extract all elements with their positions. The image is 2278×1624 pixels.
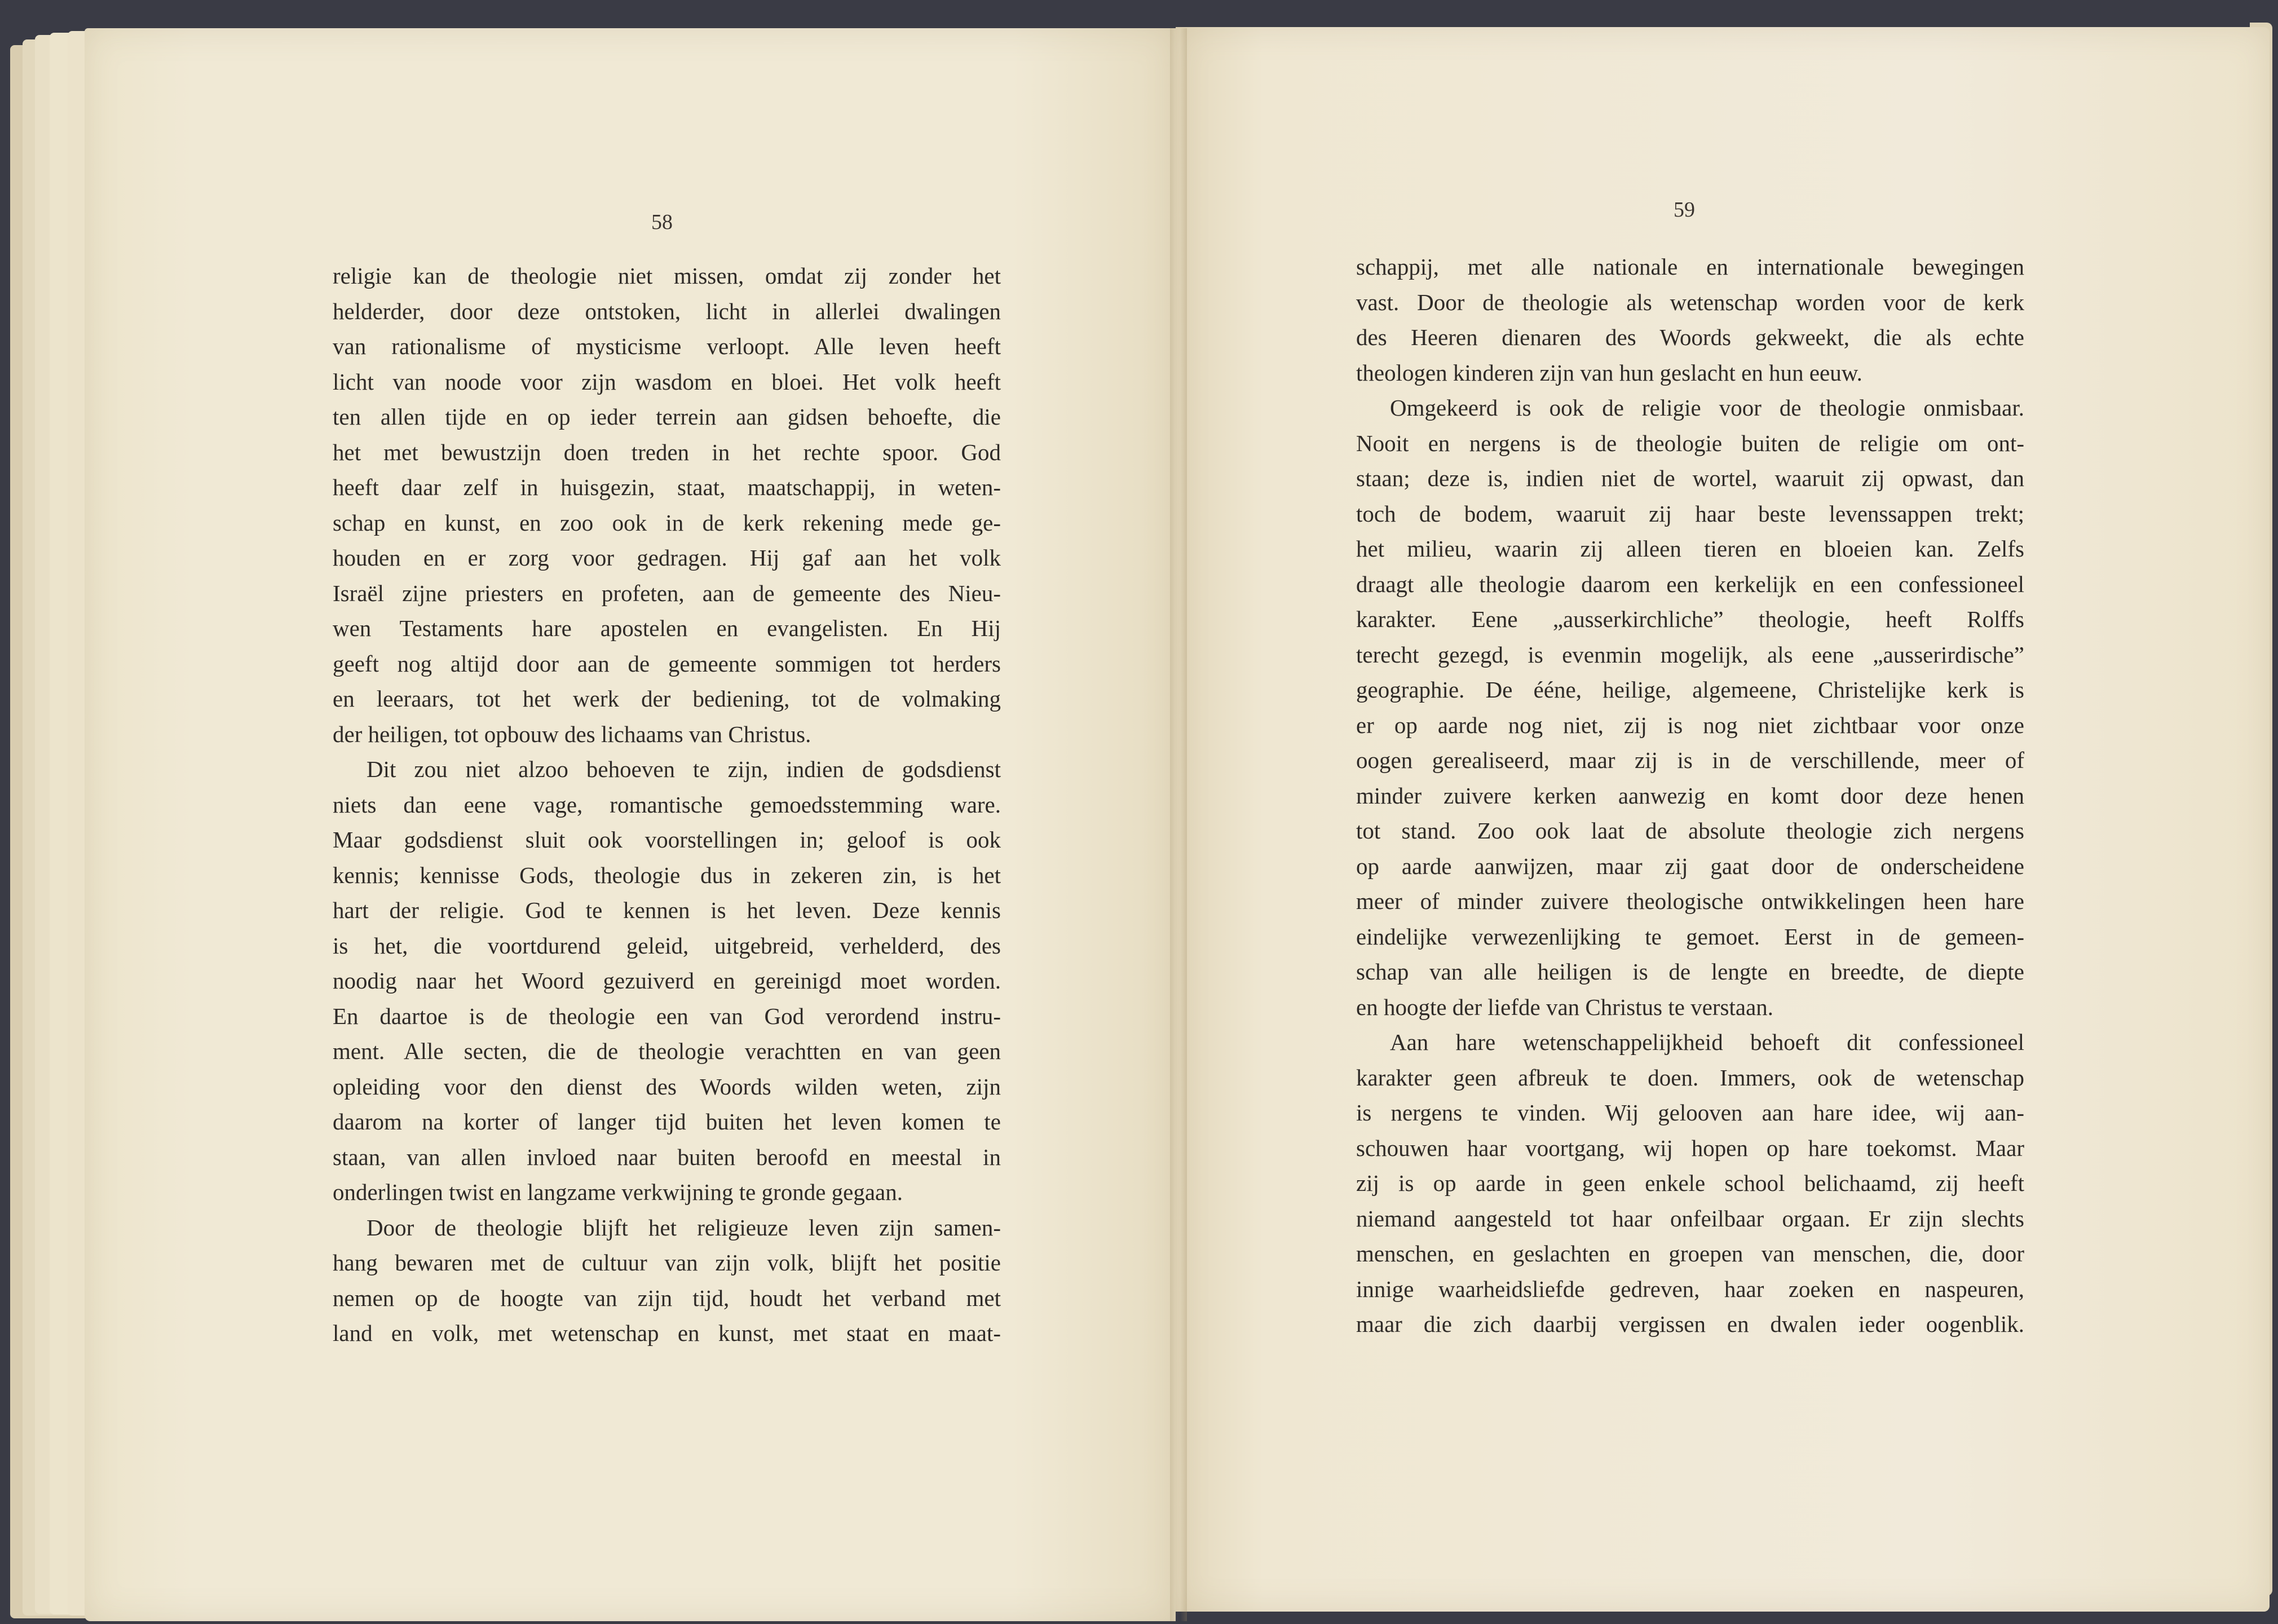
right-page-number: 59 (1674, 198, 1695, 222)
right-page-text (1356, 249, 2024, 1342)
text-line: religie kan de theologie niet missen, omdat zij zonder het (333, 263, 1001, 289)
text-line: Nooit en nergens is de theologie buiten de religie om ont- (1356, 430, 2024, 456)
text-line: Aan hare wetenschappelijkheid behoeft dit confessioneel (1390, 1029, 2024, 1055)
text-line: onderlingen twist en langzame verkwijning te gronde gegaan. (333, 1179, 903, 1205)
text-line: maar die zich daarbij vergissen en dwalen ieder oogenblik. (1356, 1311, 2024, 1337)
book-gutter (1170, 28, 1187, 1621)
text-line: en leeraars, tot het werk der bediening, tot de volmaking (333, 686, 1001, 712)
left-page-text (333, 258, 1001, 1351)
text-line: tot stand. Zoo ook laat de absolute theologie zich nergens (1356, 818, 2024, 844)
text-line: terecht gezegd, is evenmin mogelijk, als eene „ausserirdische” (1356, 641, 2024, 668)
text-line: geographie. De ééne, heilige, algemeene, Christelijke kerk is (1356, 677, 2024, 703)
text-line: theologen kinderen zijn van hun geslacht en hun eeuw. (1356, 359, 1862, 386)
text-line: houden en er zorg voor gedragen. Hij gaf aan het volk (333, 545, 1001, 571)
text-line: ment. Alle secten, die de theologie verachtten en van geen (333, 1038, 1001, 1064)
text-line: draagt alle theologie daarom een kerkelijk en een confessioneel (1356, 571, 2024, 597)
text-line: Door de theologie blijft het religieuze leven zijn samen- (367, 1214, 1001, 1241)
text-line: Maar godsdienst sluit ook voorstellingen in; geloof is ook (333, 827, 1001, 853)
text-line: schappij, met alle nationale en internationale bewegingen (1356, 254, 2024, 280)
text-line: nemen op de hoogte van zijn tijd, houdt het verband met (333, 1285, 1001, 1311)
text-line: heeft daar zelf in huisgezin, staat, maatschappij, in weten- (333, 474, 1001, 500)
text-line: noodig naar het Woord gezuiverd en gereinigd moet worden. (333, 968, 1001, 994)
text-line: niets dan eene vage, romantische gemoedsstemming ware. (333, 791, 1001, 818)
text-line: licht van noode voor zijn wasdom en bloei. Het volk heeft (333, 368, 1001, 395)
text-line: er op aarde nog niet, zij is nog niet zichtbaar voor onze (1356, 712, 2024, 738)
text-line: toch de bodem, waaruit zij haar beste levenssappen trekt; (1356, 500, 2024, 527)
text-line: is nergens te vinden. Wij gelooven aan hare idee, wij aan- (1356, 1100, 2024, 1126)
text-line: opleiding voor den dienst des Woords wilden weten, zijn (333, 1073, 1001, 1100)
text-line: minder zuivere kerken aanwezig en komt door deze henen (1356, 782, 2024, 809)
text-line: geeft nog altijd door aan de gemeente sommigen tot herders (333, 650, 1001, 677)
text-line: land en volk, met wetenschap en kunst, met staat en maat- (333, 1320, 1001, 1346)
text-line: staan, van allen invloed naar buiten beroofd en meestal in (333, 1144, 1001, 1170)
text-line: het met bewustzijn doen treden in het rechte spoor. God (333, 439, 1001, 465)
text-line: menschen, en geslachten en groepen van menschen, die, door (1356, 1241, 2024, 1266)
text-line: eindelijke verwezenlijking te gemoet. Eerst in de gemeen- (1356, 923, 2024, 950)
text-line: der heiligen, tot opbouw des lichaams van Christus. (333, 721, 811, 747)
text-line: ten allen tijde en op ieder terrein aan gidsen behoefte, die (333, 404, 1001, 430)
text-line: schap en kunst, en zoo ook in de kerk rekening mede ge- (333, 509, 1001, 536)
text-line: daarom na korter of langer tijd buiten het leven komen te (333, 1109, 1001, 1135)
text-line: op aarde aanwijzen, maar zij gaat door de onderscheidene (1356, 853, 2024, 879)
text-line: staan; deze is, indien niet de wortel, waaruit zij opwast, dan (1356, 465, 2024, 491)
text-line: kennis; kennisse Gods, theologie dus in zekeren zin, is het (333, 862, 1001, 888)
text-line: en hoogte der liefde van Christus te verstaan. (1356, 994, 1774, 1020)
text-line: innige waarheidsliefde gedreven, haar zoeken en naspeuren, (1356, 1276, 2024, 1302)
text-line: schap van alle heiligen is de lengte en breedte, de diepte (1356, 959, 2024, 985)
text-line: hart der religie. God te kennen is het leven. Deze kennis (333, 897, 1001, 923)
text-line: wen Testaments hare apostelen en evangelisten. En Hij (333, 615, 1001, 641)
text-line: schouwen haar voortgang, wij hopen op hare toekomst. Maar (1356, 1135, 2024, 1161)
text-line: zij is op aarde in geen enkele school belichaamd, zij heeft (1356, 1170, 2024, 1196)
text-line: meer of minder zuivere theologische ontwikkelingen heen hare (1356, 888, 2024, 914)
text-line: Omgekeerd is ook de religie voor de theologie onmisbaar. (1390, 395, 2024, 421)
text-line: karakter geen afbreuk te doen. Immers, ook de wetenschap (1356, 1064, 2024, 1091)
text-line: des Heeren dienaren des Woords gekweekt, die als echte (1356, 324, 2024, 350)
left-page-number: 58 (651, 210, 673, 234)
text-line: vast. Door de theologie als wetenschap worden voor de kerk (1356, 289, 2024, 315)
text-line: En daartoe is de theologie een van God verordend instru- (333, 1003, 1001, 1029)
text-line: hang bewaren met de cultuur van zijn volk, blijft het positie (333, 1250, 1001, 1276)
text-line: karakter. Eene „ausserkirchliche” theologie, heeft Rolffs (1356, 606, 2024, 632)
text-line: niemand aangesteld tot haar onfeilbaar orgaan. Er zijn slechts (1356, 1205, 2024, 1232)
text-line: Israël zijne priesters en profeten, aan de gemeente des Nieu- (333, 580, 1001, 606)
text-line: van rationalisme of mysticisme verloopt. Alle leven heeft (333, 333, 1001, 359)
text-line: het milieu, waarin zij alleen tieren en bloeien kan. Zelfs (1356, 536, 2024, 562)
text-line: oogen gerealiseerd, maar zij is in de verschillende, meer of (1356, 747, 2024, 773)
text-line: helderder, door deze ontstoken, licht in allerlei dwalingen (333, 298, 1001, 324)
text-line: is het, die voortdurend geleid, uitgebreid, verhelderd, des (333, 932, 1001, 959)
text-line: Dit zou niet alzoo behoeven te zijn, indien de godsdienst (367, 756, 1001, 782)
